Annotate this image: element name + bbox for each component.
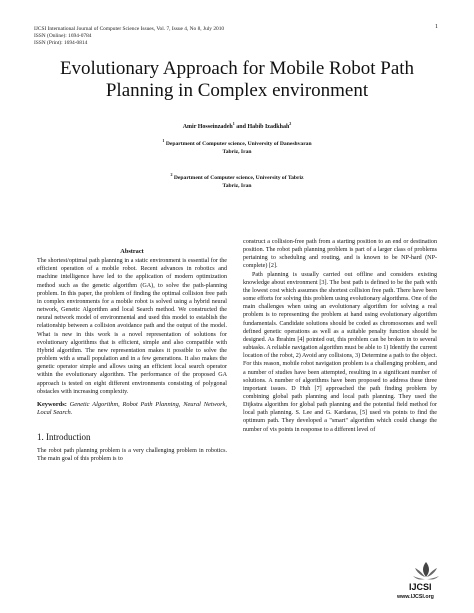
issn-online: ISSN (Online): 1694-0784 (34, 33, 92, 39)
author-2-affil-mark: 2 (289, 121, 292, 126)
logo-url: www.IJCSI.org (397, 594, 434, 600)
author-1-affil-mark: 1 (232, 121, 235, 126)
paper-title-line-2: Planning in Complex environment (105, 80, 369, 101)
author-1: Amir Hosseinzadeh (182, 124, 233, 130)
issn-print: ISSN (Print): 1694-0814 (34, 40, 88, 46)
logo-title: IJCSI (409, 582, 432, 592)
keywords-label: Keywords: (37, 400, 67, 408)
affiliation-1: $^1$ Department of Computer science, University of Daneshvaran Tabriz, Iran (162, 138, 312, 155)
introduction-heading: 1. Introduction (37, 431, 91, 442)
paper-title (20, 58, 454, 102)
abstract-body: The shortest/optimal path planning in a static environment is essential for the efficient operation of a mobile robot. Recent advances in robotics and machine intelligence have led to the application of modern optimization method such as the genetic algorithm (GA), to solve the path-planning problem. In this paper, the problem of finding the optimal collision free path in complex environments for a mobile robot is solved using a hybrid neural network, Genetic Algorithm and local Search method. We constructed the neural network model of environmental and used this model to establish the relationship between a collision avoidance path and the output of the model. What is new in this work is a novel representation of solutions for evolutionary algorithms that is efficient, simple and also compatible with Hybrid algorithm. The new representation makes it possible to solve the problem with a small population and in a few generations. It also makes the genetic operator simple and allows using an efficient local search operator within the evolutionary algorithm. The performance of the proposed GA approach is tested on eight different environments consisting of polygonal obstacles with increasing complexity. (37, 258, 227, 395)
journal-citation: IJCSI International Journal of Computer Science Issues, Vol. 7, Issue 4, No 8, July 2010 (34, 26, 225, 32)
keywords-text: Genetic Algorithm, Robot Path Planning, Neural Network, Local Search. (37, 400, 227, 417)
introduction-paragraph: The robot path planning problem is a very challenging problem in robotics. The main goal of this problem is to (37, 447, 227, 462)
right-paragraph-2: Path planning is usually carried out offline and considers existing knowledge about environment [3]. The best path is defined to be the path with the lowest cost which assumes the shortest collision free path. There have been some efforts for solving this problem using evolutionary algorithms. One of the main challenges when using an evolutionary algorithm for solving a real problem is to representing the problem at hand using evolutionary algorithm fundamentals. Candidate solutions should be coded as chromosomes and well defined genetic operations as well as a suitable penalty function should be designed. As Ibrahim [4] pointed out, this problem can be broken in to several subtasks. A reliable navigation algorithm must be able to 1) Identify the current location of the robot, 2) Avoid any collisions, 3) Determine a path to the object. For this reason, mobile robot navigation problem is a challenging problem, and a number of studies have been attempted, resulting in a significant number of solutions. A number of algorithms have been proposed to address these three important issues. D Huh [7] approached the path finding problem by combining global path planning and local path planning. They used the Dijkstra algorithm for global path planning and the potential field method for local path planning. S. Lee and G. Kardaras, [5] used vis points to find the optimum path. They developed a "smart" algorithm which could change the number of vis points in response to a different level of (243, 271, 437, 433)
abstract-heading: Abstract (120, 248, 144, 255)
right-paragraph-1: construct a collision-free path from a starting position to an end or destination position. The robot path planning problem is part of a larger class of problems pertaining to scheduling and routing, and is known to be NP-hard (NP-complete) [2]. (243, 239, 437, 270)
paper-title-line-1: Evolutionary Approach for Mobile Robot Path (59, 58, 415, 79)
author-list (0, 121, 474, 130)
author-2: and Habib Izadkhah (234, 124, 290, 130)
keywords (37, 401, 227, 418)
affiliation-2: $^2$ Department of Computer science, University of Tabriz Tabriz, Iran (170, 172, 304, 189)
page-number: 1 (435, 24, 438, 30)
right-column (243, 238, 437, 434)
left-column (37, 248, 227, 463)
